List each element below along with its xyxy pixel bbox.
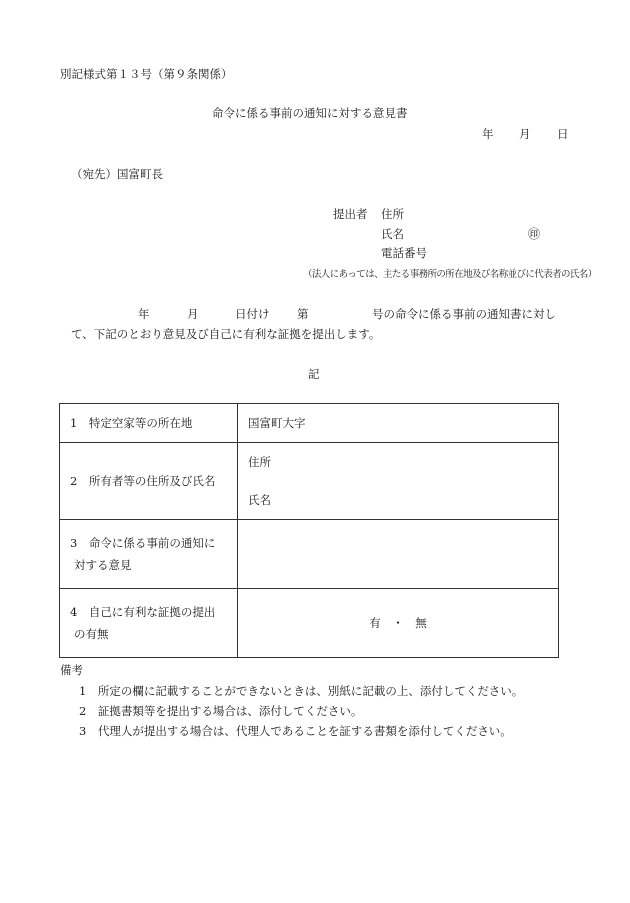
body-month: 月 (187, 307, 199, 321)
date-year: 年 (482, 127, 494, 141)
table-row (60, 520, 559, 589)
seal-mark: ㊞ (528, 227, 541, 241)
table-row (60, 404, 559, 443)
table-row (60, 443, 559, 520)
corporation-note: （法人にあっては、主たる事務所の所在地及び名称並びに代表者の氏名） (303, 269, 597, 280)
submitter-address-label: 住所 (381, 207, 404, 221)
body-dai: 第 (297, 307, 309, 321)
body-day: 日付け (235, 307, 270, 321)
row3-value (238, 520, 559, 589)
row2-value (238, 443, 559, 520)
row4-label (60, 589, 238, 658)
body-line2: て、下記のとおり意見及び自己に有利な証拠を提出します。 (71, 327, 381, 341)
row4-value: 有 ・ 無 (238, 589, 559, 658)
form-table (59, 403, 559, 658)
remark-item-3: 3 代理人が提出する場合は、代理人であることを証する書類を添付してください。 (79, 724, 512, 738)
row4-label-line1: 4 自己に有利な証拠の提出 (70, 605, 216, 619)
remarks-heading: 備考 (60, 663, 83, 677)
row1-label: 1 特定空家等の所在地 (60, 404, 238, 443)
date-day: 日 (557, 127, 569, 141)
row3-label-line1: 3 命令に係る事前の通知に (70, 536, 216, 550)
body-year: 年 (138, 307, 150, 321)
ki-heading: 記 (308, 367, 320, 381)
body-line1-rest: 号の命令に係る事前の通知書に対し (372, 307, 556, 321)
submitter-name-label: 氏名 (381, 227, 404, 241)
remark-item-1: 1 所定の欄に記載することができないときは、別紙に記載の上、添付してください。 (79, 684, 524, 698)
row4-label-line2: の有無 (74, 627, 109, 641)
remark-item-2: 2 証拠書類等を提出する場合は、添付してください。 (79, 704, 363, 718)
form-id: 別記様式第１３号（第９条関係） (60, 67, 233, 81)
row3-label (60, 520, 238, 589)
submitter-label: 提出者 (333, 207, 368, 221)
table-row (60, 589, 559, 658)
row2-address-label: 住所 (248, 455, 271, 469)
row2-name-label: 氏名 (248, 493, 271, 507)
date-month: 月 (519, 127, 531, 141)
row1-value: 国富町大字 (238, 404, 559, 443)
addressee: （宛先）国富町長 (71, 167, 163, 181)
row3-label-line2: 対する意見 (74, 558, 132, 572)
document-title: 命令に係る事前の通知に対する意見書 (212, 106, 408, 120)
row2-label: 2 所有者等の住所及び氏名 (60, 443, 238, 520)
submitter-phone-label: 電話番号 (381, 246, 427, 260)
